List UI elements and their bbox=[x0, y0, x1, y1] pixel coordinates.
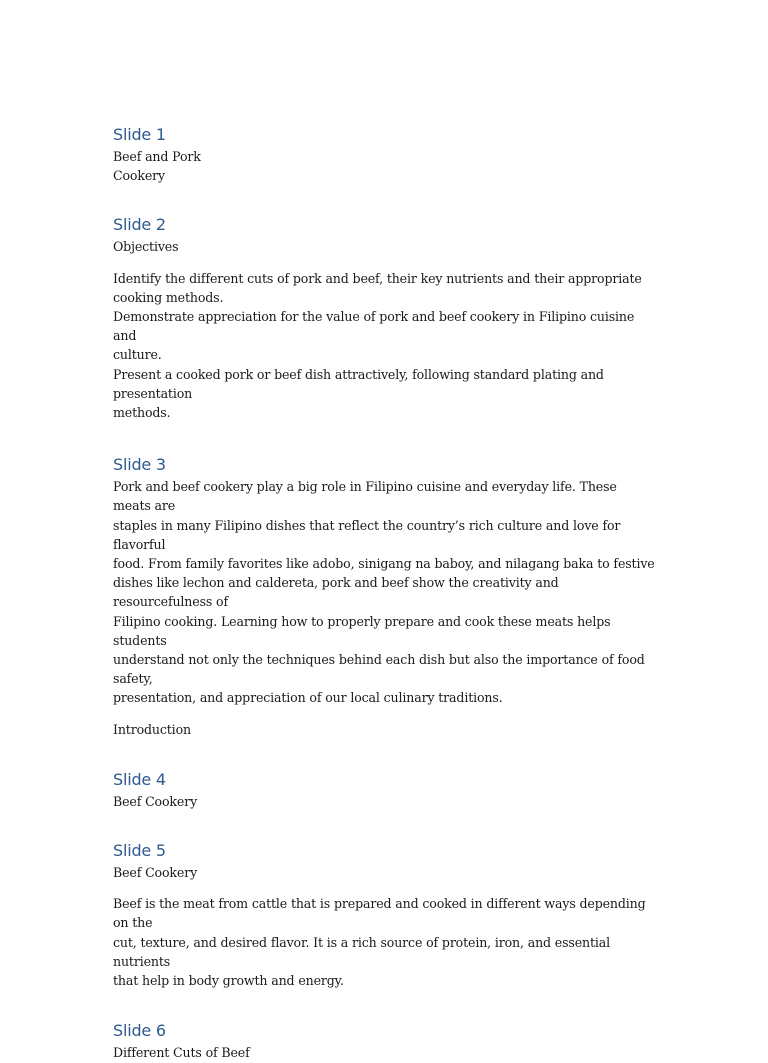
slide-1-title bbox=[113, 147, 658, 185]
slide-5-body bbox=[113, 894, 658, 990]
text-line: cooking methods. bbox=[113, 289, 224, 305]
text-line: Introduction bbox=[113, 721, 191, 737]
slide-3-label bbox=[113, 720, 658, 739]
slide-3-heading: Slide 3 bbox=[113, 455, 166, 475]
slide-2-subtitle bbox=[113, 237, 658, 256]
text-line: Pork and beef cookery play a big role in Filipino cuisine and everyday life. These meats are bbox=[113, 479, 617, 514]
text-line: dishes like lechon and caldereta, pork and beef show the creativity and resourcefulness of bbox=[113, 575, 559, 610]
text-line: methods. bbox=[113, 405, 171, 421]
text-line: Present a cooked pork or beef dish attractively, following standard plating and presentation bbox=[113, 366, 604, 401]
document-page bbox=[113, 124, 658, 1063]
slide-4-heading: Slide 4 bbox=[113, 769, 166, 789]
slide-5-section bbox=[113, 840, 658, 990]
text-line: Beef is the meat from cattle that is prepared and cooked in different ways depending on the bbox=[113, 896, 646, 931]
text-line: food. From family favorites like adobo, sinigang na baboy, and nilagang baka to festive bbox=[113, 556, 655, 572]
slide-2-heading: Slide 2 bbox=[113, 215, 166, 235]
slide-4-section bbox=[113, 769, 658, 811]
text-line: understand not only the techniques behind each dish but also the importance of food safety, bbox=[113, 652, 645, 687]
text-line: Different Cuts of Beef bbox=[113, 1045, 250, 1061]
slide-5-heading: Slide 5 bbox=[113, 841, 166, 861]
text-line: Cookery bbox=[113, 168, 165, 184]
text-line: that help in body growth and energy. bbox=[113, 973, 344, 989]
text-line: Beef Cookery bbox=[113, 793, 198, 809]
slide-6-section bbox=[113, 1020, 658, 1062]
text-line: Beef and Pork bbox=[113, 149, 201, 164]
slide-2-objectives bbox=[113, 269, 658, 423]
slide-3-section bbox=[113, 454, 658, 739]
slide-6-title bbox=[113, 1043, 658, 1062]
text-line: staples in many Filipino dishes that reflect the country’s rich culture and love for flavorful bbox=[113, 517, 621, 552]
text-line: presentation, and appreciation of our local culinary traditions. bbox=[113, 690, 503, 706]
slide-5-title bbox=[113, 863, 658, 882]
slide-1-section bbox=[113, 124, 658, 185]
slide-4-title bbox=[113, 792, 658, 811]
slide-3-body bbox=[113, 477, 658, 707]
text-line: Identify the different cuts of pork and beef, their key nutrients and their appropriate bbox=[113, 270, 642, 286]
slide-6-heading: Slide 6 bbox=[113, 1021, 166, 1041]
text-line: culture. bbox=[113, 347, 162, 363]
text-line: cut, texture, and desired flavor. It is a rich source of protein, iron, and essential nutrients bbox=[113, 934, 611, 969]
slide-2-section bbox=[113, 214, 658, 422]
text-line: Demonstrate appreciation for the value of pork and beef cookery in Filipino cuisine and bbox=[113, 309, 635, 344]
slide-1-heading: Slide 1 bbox=[113, 125, 166, 144]
text-line: Objectives bbox=[113, 239, 179, 255]
text-line: Beef Cookery bbox=[113, 865, 198, 881]
text-line: Filipino cooking. Learning how to properly prepare and cook these meats helps students bbox=[113, 613, 611, 648]
